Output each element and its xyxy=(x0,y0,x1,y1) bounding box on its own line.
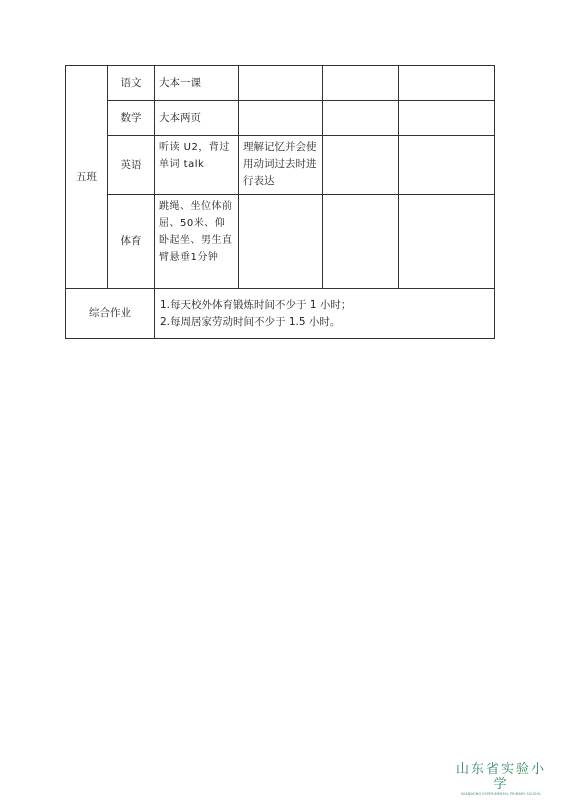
subject-label: 英语 xyxy=(108,136,155,195)
homework-cell xyxy=(399,101,495,136)
table-row xyxy=(66,101,495,136)
summary-line: 1.每天校外体育锻炼时间不少于 1 小时； xyxy=(160,298,352,311)
table-row xyxy=(66,136,495,195)
homework-cell xyxy=(399,66,495,101)
homework-table xyxy=(65,65,495,339)
school-logo-english: SHANDONG EXPERIMENTAL PRIMARY SCHOOL xyxy=(460,792,542,796)
homework-cell xyxy=(323,101,399,136)
subject-label: 数学 xyxy=(108,101,155,136)
homework-cell xyxy=(323,136,399,195)
summary-label: 综合作业 xyxy=(66,289,155,339)
homework-cell xyxy=(239,195,323,289)
homework-cell: 理解记忆并会使用动词过去时进行表达 xyxy=(239,136,323,195)
subject-label: 语文 xyxy=(108,66,155,101)
homework-cell xyxy=(323,195,399,289)
homework-cell xyxy=(323,66,399,101)
homework-cell: 大本一课 xyxy=(155,66,239,101)
homework-cell xyxy=(399,136,495,195)
summary-body xyxy=(155,289,495,339)
table-row xyxy=(66,195,495,289)
subject-label: 体育 xyxy=(108,195,155,289)
homework-cell xyxy=(239,66,323,101)
table-row xyxy=(66,289,495,339)
school-logo-name: 山东省实验小学 xyxy=(455,762,546,792)
homework-cell xyxy=(239,101,323,136)
homework-cell: 听读 U2，背过单词 talk xyxy=(155,136,239,195)
homework-cell: 大本两页 xyxy=(155,101,239,136)
table-row xyxy=(66,66,495,101)
homework-cell xyxy=(399,195,495,289)
homework-cell: 跳绳、坐位体前屈、50米、仰卧起坐、男生直臂悬垂1分钟 xyxy=(155,195,239,289)
school-logo xyxy=(451,762,551,796)
summary-line: 2.每周居家劳动时间不少于 1.5 小时。 xyxy=(160,315,341,328)
class-name-cell: 五班 xyxy=(66,66,108,289)
